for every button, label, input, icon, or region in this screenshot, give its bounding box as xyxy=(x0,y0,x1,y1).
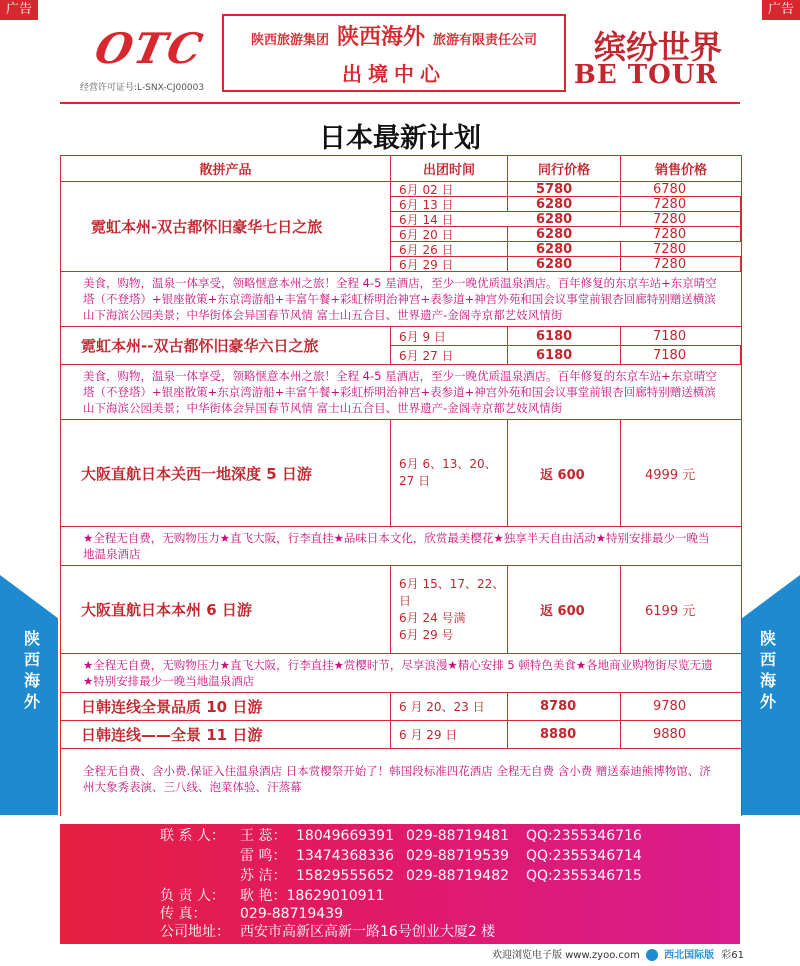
sale-price: 7280 xyxy=(621,242,741,257)
depart-date: 6 月 29 日 xyxy=(391,721,508,749)
depart-date: 6月 6、13、20、27 日 xyxy=(391,420,508,527)
footer-logo-icon xyxy=(646,949,658,961)
sale-price: 7280 xyxy=(621,197,741,212)
peer-price: 8880 xyxy=(508,721,621,749)
contact-band xyxy=(60,824,740,944)
ad-tag-right: 广告 xyxy=(762,0,800,20)
sale-price: 4999 元 xyxy=(621,420,741,527)
header xyxy=(60,0,740,100)
company-box xyxy=(222,14,566,92)
depart-date: 6月 15、17、22、日 6月 24 号满 6月 29 号 xyxy=(391,566,508,654)
sale-price: 7180 xyxy=(621,327,741,346)
tour-group xyxy=(61,693,741,749)
peer-price: 5780 xyxy=(508,182,621,197)
center-name: 出境中心 xyxy=(342,62,446,86)
sale-price: 7280 xyxy=(621,212,741,227)
contact-tel: 029-88719481 xyxy=(406,828,510,844)
contact-name: 苏 洁： xyxy=(240,868,287,884)
group-name: 陕西旅游集团 xyxy=(250,33,329,48)
sale-price: 7180 xyxy=(621,346,741,365)
tour-group xyxy=(61,566,741,654)
tour-description: 美食，购物，温泉一体享受，领略惬意本州之旅！全程 4-5 星酒店，至少一晚优质温泉酒店。百年修复的东京车站+东京晴空塔（不登塔）+银座散策+东京湾游船+丰富午餐+彩虹桥明治神宫+表参道+神宫外苑和国会议事堂前银杏回廊特别赠送横滨 山下海滨公园美景；中华街体会异国春节风情 富士山五合目、世界遗产-金阁寺京都艺妓风情街 xyxy=(61,272,741,327)
contact-tel: 029-88719539 xyxy=(406,848,510,864)
product-name: 霓虹本州--双古都怀旧豪华六日之旅 xyxy=(61,327,391,365)
footer-site: 西北国际版 xyxy=(664,950,715,961)
tour-description: 美食，购物，温泉一体享受，领略惬意本州之旅！全程 4-5 星酒店，至少一晚优质温泉酒店。百年修复的东京车站+东京晴空塔（不登塔）+银座散策+东京湾游船+丰富午餐+彩虹桥明治神宫+表参道+神宫外苑和国会议事堂前银杏回廊特别赠送横滨 山下海滨公园美景；中华街体会异国春节风情 富士山五合目、世界遗产-金阁寺京都艺妓风情街 xyxy=(61,365,741,420)
page-title: 日本最新计划 xyxy=(319,123,481,154)
product-name: 日韩连线全景品质 10 日游 xyxy=(61,693,391,721)
ad-tag-left: 广告 xyxy=(0,0,38,20)
tour-group xyxy=(61,182,741,272)
depart-date: 6月 20 日 xyxy=(391,227,508,242)
sale-price: 9880 xyxy=(621,721,741,749)
col-product: 散拼产品 xyxy=(61,156,391,182)
contact-tel: 029-88719482 xyxy=(406,868,510,884)
sale-price: 9780 xyxy=(621,693,741,721)
peer-price: 6280 xyxy=(508,242,621,257)
company-name: 陕西海外 xyxy=(336,24,425,50)
depart-date: 6月 9 日 xyxy=(391,327,508,346)
product-name: 大阪直航日本关西一地深度 5 日游 xyxy=(61,420,391,527)
address-value: 西安市高新区高新一路16号创业大厦2 楼 xyxy=(240,924,496,940)
fax-label: 传 真： xyxy=(160,906,207,922)
sale-price: 7280 xyxy=(621,257,741,272)
company-suffix: 旅游有限责任公司 xyxy=(433,33,538,48)
company-line xyxy=(224,20,564,51)
contact-qq: QQ:2355346716 xyxy=(526,828,642,844)
contact-name: 王 蕊： xyxy=(240,828,287,844)
contact-qq: QQ:2355346715 xyxy=(526,868,642,884)
contact-mobile: 18049669391 xyxy=(296,828,394,844)
tour-description: ★全程无自费，无购物压力★直飞大阪，行李直挂★品味日本文化，欣赏最美樱花★独享半天自由活动★特别安排最少一晚当地温泉酒店 xyxy=(61,527,741,566)
contact-name: 雷 鸣： xyxy=(240,848,287,864)
peer-price: 6280 xyxy=(508,212,621,227)
side-label-right: 陕西海外 xyxy=(759,629,776,711)
footer-page: 彩61 xyxy=(721,950,744,961)
peer-price: 6280 xyxy=(508,197,621,212)
peer-price: 返 600 xyxy=(508,566,621,654)
depart-date: 6月 29 日 xyxy=(391,257,508,272)
peer-price: 8780 xyxy=(508,693,621,721)
tour-table xyxy=(60,155,742,816)
manager-label: 负 责 人： xyxy=(160,888,225,904)
tour-group xyxy=(61,327,741,365)
sale-price: 6780 xyxy=(621,182,741,197)
tour-description: 全程无自费、含小费.保证入住温泉酒店 日本赏樱祭开始了！韩国段标准四花酒店 全程无自费 含小费 赠送泰迪熊博物馆、济州大象秀表演、三八线、泡菜体验、汗蒸幕 xyxy=(83,764,711,794)
depart-date: 6月 27 日 xyxy=(391,346,508,365)
peer-price: 6180 xyxy=(508,327,621,346)
tour-description: ★全程无自费，无购物压力★直飞大阪，行李直挂★赏樱时节，尽享浪漫★精心安排 5 顿特色美食★各地商业购物街尽览无遗★特别安排最少一晚当地温泉酒店 xyxy=(61,654,741,693)
peer-price: 6280 xyxy=(508,227,621,242)
brand-chinese: 缤纷世界 xyxy=(593,28,722,66)
brand-english: BE TOUR xyxy=(573,60,718,90)
contact-label: 联 系 人： xyxy=(160,828,225,844)
tour-group xyxy=(61,420,741,527)
contact-qq: QQ:2355346714 xyxy=(526,848,642,864)
page-footer xyxy=(0,946,744,961)
manager-value: 耿 艳：18629010911 xyxy=(240,888,385,904)
license-number: 经营许可证号:L-SNX-CJ00003 xyxy=(80,83,205,93)
peer-price: 6180 xyxy=(508,346,621,365)
peer-price: 返 600 xyxy=(508,420,621,527)
sale-price: 7280 xyxy=(621,227,741,242)
sale-price: 6199 元 xyxy=(621,566,741,654)
contact-mobile: 15829555652 xyxy=(296,868,394,884)
table-header xyxy=(61,156,741,182)
depart-date: 6月 02 日 xyxy=(391,182,508,197)
depart-date: 6月 14 日 xyxy=(391,212,508,227)
contact-mobile: 13474368336 xyxy=(296,848,394,864)
side-label-left: 陕西海外 xyxy=(23,629,40,711)
peer-price: 6280 xyxy=(508,257,621,272)
otc-logo: OTC xyxy=(90,24,209,73)
depart-date: 6月 13 日 xyxy=(391,197,508,212)
fax-value: 029-88719439 xyxy=(240,906,344,922)
header-divider xyxy=(60,102,740,104)
col-date: 出团时间 xyxy=(391,156,508,182)
product-name: 日韩连线——全景 11 日游 xyxy=(61,721,391,749)
col-peer-price: 同行价格 xyxy=(508,156,621,182)
col-sale-price: 销售价格 xyxy=(621,156,741,182)
product-name: 大阪直航日本本州 6 日游 xyxy=(61,566,391,654)
product-name: 霓虹本州-双古都怀旧豪华七日之旅 xyxy=(61,182,391,272)
address-label: 公司地址： xyxy=(160,924,230,940)
footer-text: 欢迎浏览电子版 www.zyoo.com xyxy=(491,950,640,961)
depart-date: 6月 26 日 xyxy=(391,242,508,257)
depart-date: 6 月 20、23 日 xyxy=(391,693,508,721)
